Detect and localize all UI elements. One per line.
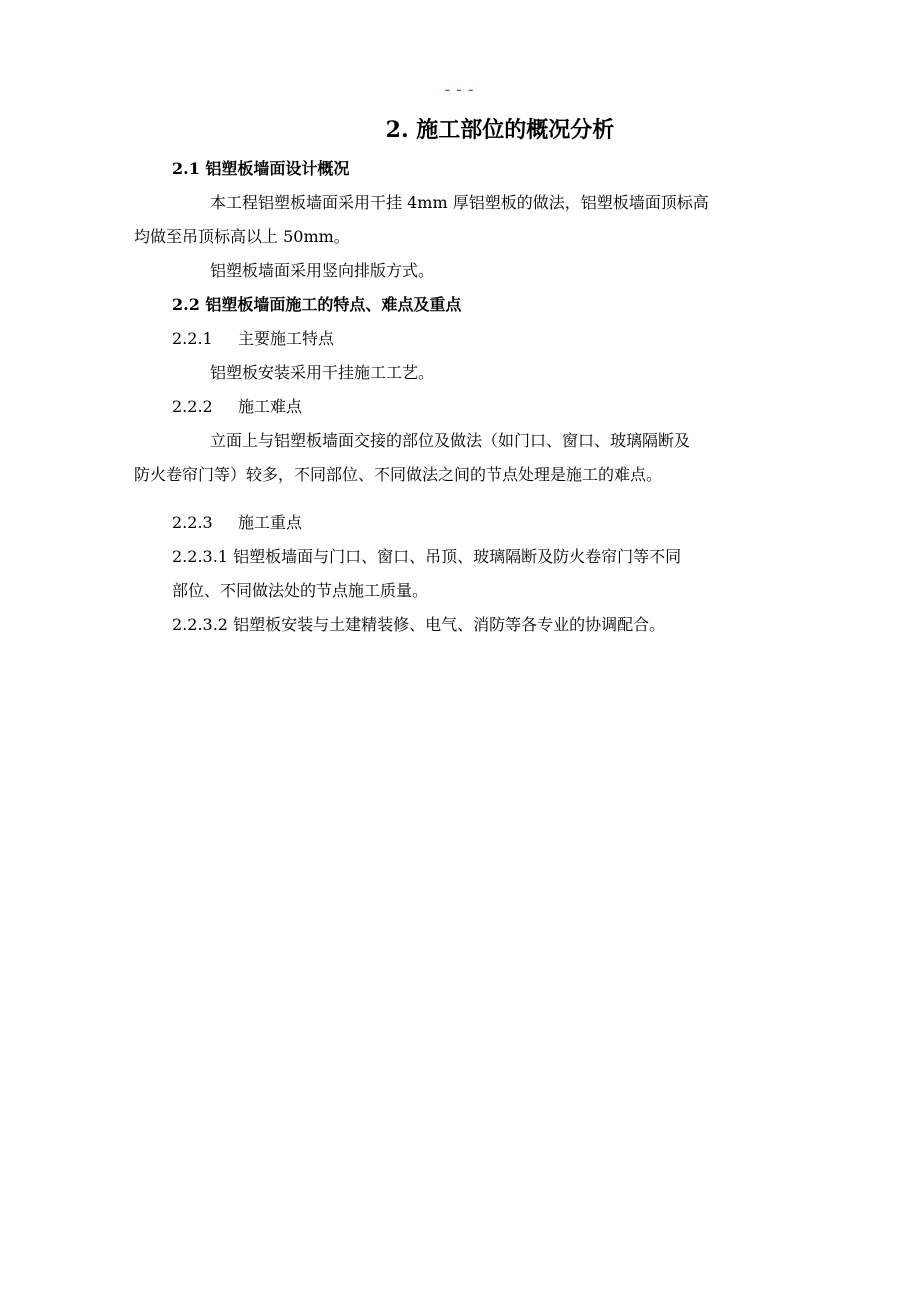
paragraph-2-2-2 bbox=[134, 424, 792, 492]
section-heading-2-1: 2.1 铝塑板墙面设计概况 bbox=[172, 159, 350, 178]
paragraph-line: 均做至吊顶标高以上 50mm。 bbox=[134, 227, 350, 246]
document-body bbox=[134, 112, 792, 642]
chapter-title: 2. 施工部位的概况分析 bbox=[385, 117, 615, 143]
subsection-title: 施工重点 bbox=[238, 513, 303, 532]
subsection-number: 2.2.1 bbox=[172, 329, 213, 348]
list-item-2-2-3-2: 2.2.3.2 铝塑板安装与土建精装修、电气、消防等各专业的协调配合。 bbox=[172, 615, 666, 634]
subsection-title: 主要施工特点 bbox=[238, 329, 335, 348]
paragraph-2-2-1: 铝塑板安装采用干挂施工工艺。 bbox=[210, 363, 435, 382]
header-mark bbox=[0, 80, 920, 100]
paragraph-line: 立面上与铝塑板墙面交接的部位及做法（如门口、窗口、玻璃隔断及 bbox=[210, 431, 691, 450]
subsection-number: 2.2.2 bbox=[172, 397, 213, 416]
paragraph-line: 2.2.3.1 铝塑板墙面与门口、窗口、吊顶、玻璃隔断及防火卷帘门等不同 bbox=[172, 547, 682, 566]
blank-line bbox=[172, 492, 792, 506]
paragraph-2-1-layout: 铝塑板墙面采用竖向排版方式。 bbox=[210, 261, 435, 280]
list-item-2-2-3-1 bbox=[172, 540, 792, 608]
paragraph-line: 部位、不同做法处的节点施工质量。 bbox=[172, 581, 429, 600]
paragraph-line: 防火卷帘门等）较多，不同部位、不同做法之间的节点处理是施工的难点。 bbox=[134, 465, 663, 484]
subsection-heading-2-2-2 bbox=[172, 390, 792, 424]
header-dashes: --- bbox=[442, 80, 478, 99]
paragraph-2-1-design bbox=[134, 186, 792, 254]
subsection-heading-2-2-3 bbox=[172, 506, 792, 540]
subsection-title: 施工难点 bbox=[238, 397, 303, 416]
subsection-heading-2-2-1 bbox=[172, 322, 792, 356]
section-heading-2-2: 2.2 铝塑板墙面施工的特点、难点及重点 bbox=[172, 295, 462, 314]
subsection-number: 2.2.3 bbox=[172, 513, 213, 532]
paragraph-line: 本工程铝塑板墙面采用干挂 4mm 厚铝塑板的做法，铝塑板墙面顶标高 bbox=[210, 193, 709, 212]
